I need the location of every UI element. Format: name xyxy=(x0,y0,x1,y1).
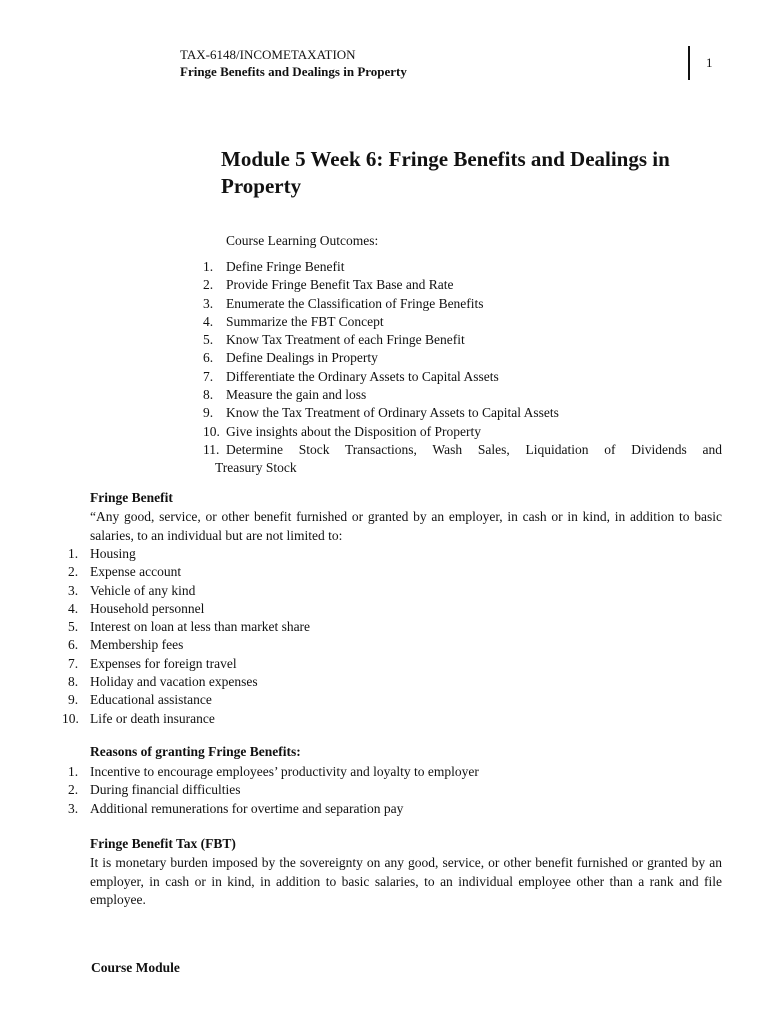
list-item-text: Holiday and vacation expenses xyxy=(90,674,258,690)
list-item xyxy=(62,800,722,818)
list-item-text: Expense account xyxy=(90,564,182,580)
list-item-number: 1. xyxy=(68,546,79,561)
list-item xyxy=(62,545,722,563)
header-course-code: TAX-6148/INCOMETAXATION xyxy=(180,47,356,62)
list-item-text: Enumerate the Classification of Fringe Benefits xyxy=(226,295,484,311)
list-item xyxy=(62,781,722,799)
list-item-number: 9. xyxy=(68,692,79,708)
list-item-text: Give insights about the Disposition of Property xyxy=(226,423,481,439)
list-item xyxy=(200,423,722,441)
list-item-number: 1. xyxy=(203,259,214,274)
list-item-text: Define Fringe Benefit xyxy=(226,259,345,274)
list-item xyxy=(200,368,722,386)
list-item xyxy=(200,331,722,349)
list-item-number: 3. xyxy=(203,295,214,311)
list-item-text: Household personnel xyxy=(90,600,205,616)
list-item xyxy=(62,618,722,636)
list-item-number: 3. xyxy=(68,582,79,598)
list-item-number: 5. xyxy=(203,332,214,348)
list-item xyxy=(200,349,722,367)
list-item-text: Membership fees xyxy=(90,637,184,653)
list-item-text: Life or death insurance xyxy=(90,710,215,726)
list-item-text: Know Tax Treatment of each Fringe Benefit xyxy=(226,332,465,348)
header-divider xyxy=(688,46,690,80)
fbt-heading: Fringe Benefit Tax (FBT) xyxy=(90,836,236,851)
list-item-number: 7. xyxy=(203,368,214,384)
list-item-text: Additional remunerations for overtime and separation pay xyxy=(90,800,404,816)
fringe-benefit-heading: Fringe Benefit xyxy=(90,490,173,505)
list-item-number: 2. xyxy=(68,782,79,798)
list-item-continuation: Treasury Stock xyxy=(215,460,297,476)
list-item-text: Determine Stock Transactions, Wash Sales, Liquidation of Dividends and xyxy=(226,441,722,457)
list-item-number: 2. xyxy=(68,564,79,580)
reasons-list xyxy=(62,763,722,818)
fringe-benefit-list xyxy=(62,545,722,728)
reasons-heading: Reasons of granting Fringe Benefits: xyxy=(90,744,301,759)
list-item-text: Vehicle of any kind xyxy=(90,582,196,598)
list-item xyxy=(62,655,722,673)
list-item xyxy=(200,295,722,313)
list-item xyxy=(200,313,722,331)
list-item xyxy=(62,673,722,691)
list-item-number: 6. xyxy=(203,350,214,366)
list-item-text: During financial difficulties xyxy=(90,782,241,798)
list-item xyxy=(200,404,722,422)
list-item xyxy=(62,691,722,709)
list-item-number: 6. xyxy=(68,637,79,653)
list-item-number: 3. xyxy=(68,800,79,816)
list-item xyxy=(62,763,722,781)
list-item-text: Define Dealings in Property xyxy=(226,350,378,366)
list-item-text: Provide Fringe Benefit Tax Base and Rate xyxy=(226,277,454,293)
list-item-number: 4. xyxy=(68,600,79,616)
outcomes-list xyxy=(200,258,722,478)
list-item-number: 8. xyxy=(203,387,214,403)
list-item-text: Measure the gain and loss xyxy=(226,387,367,403)
list-item-number: 7. xyxy=(68,655,79,671)
list-item xyxy=(200,386,722,404)
list-item xyxy=(62,582,722,600)
list-item-text: Housing xyxy=(90,546,136,561)
list-item xyxy=(62,600,722,618)
list-item-text: Summarize the FBT Concept xyxy=(226,313,384,329)
list-item-number: 5. xyxy=(68,619,79,635)
list-item xyxy=(62,710,722,728)
list-item xyxy=(200,276,722,294)
list-item xyxy=(200,441,722,478)
course-module-label: Course Module xyxy=(91,960,180,975)
list-item-number: 11. xyxy=(203,441,220,457)
fbt-definition: It is monetary burden imposed by the sovereignty on any good, service, or other benefit furnished or granted by an employer, in cash or in kind, in addition to basic salaries, to an individual employee other than a rank and file employee. xyxy=(90,855,722,907)
list-item-text: Educational assistance xyxy=(90,692,212,708)
header-subtitle: Fringe Benefits and Dealings in Property xyxy=(180,64,407,79)
list-item-number: 10. xyxy=(203,423,220,439)
fringe-benefit-definition: “Any good, service, or other benefit furnished or granted by an employer, in cash or in kind, in addition to basic salaries, to an individual but are not limited to: xyxy=(90,509,722,543)
list-item-text: Know the Tax Treatment of Ordinary Assets to Capital Assets xyxy=(226,405,559,421)
list-item-number: 10. xyxy=(62,710,79,726)
list-item-number: 4. xyxy=(203,313,214,329)
list-item-text: Expenses for foreign travel xyxy=(90,655,237,671)
list-item-number: 2. xyxy=(203,277,214,293)
page-number: 1 xyxy=(706,55,713,70)
list-item-number: 9. xyxy=(203,405,214,421)
outcomes-heading: Course Learning Outcomes: xyxy=(226,233,379,248)
list-item xyxy=(62,636,722,654)
list-item-text: Incentive to encourage employees’ productivity and loyalty to employer xyxy=(90,764,479,779)
list-item-text: Interest on loan at less than market share xyxy=(90,619,311,635)
list-item xyxy=(200,258,722,276)
list-item-number: 1. xyxy=(68,764,79,779)
list-item-text: Differentiate the Ordinary Assets to Capital Assets xyxy=(226,368,499,384)
list-item-number: 8. xyxy=(68,674,79,690)
page-title: Module 5 Week 6: Fringe Benefits and Dealings in Property xyxy=(221,147,670,198)
list-item xyxy=(62,563,722,581)
